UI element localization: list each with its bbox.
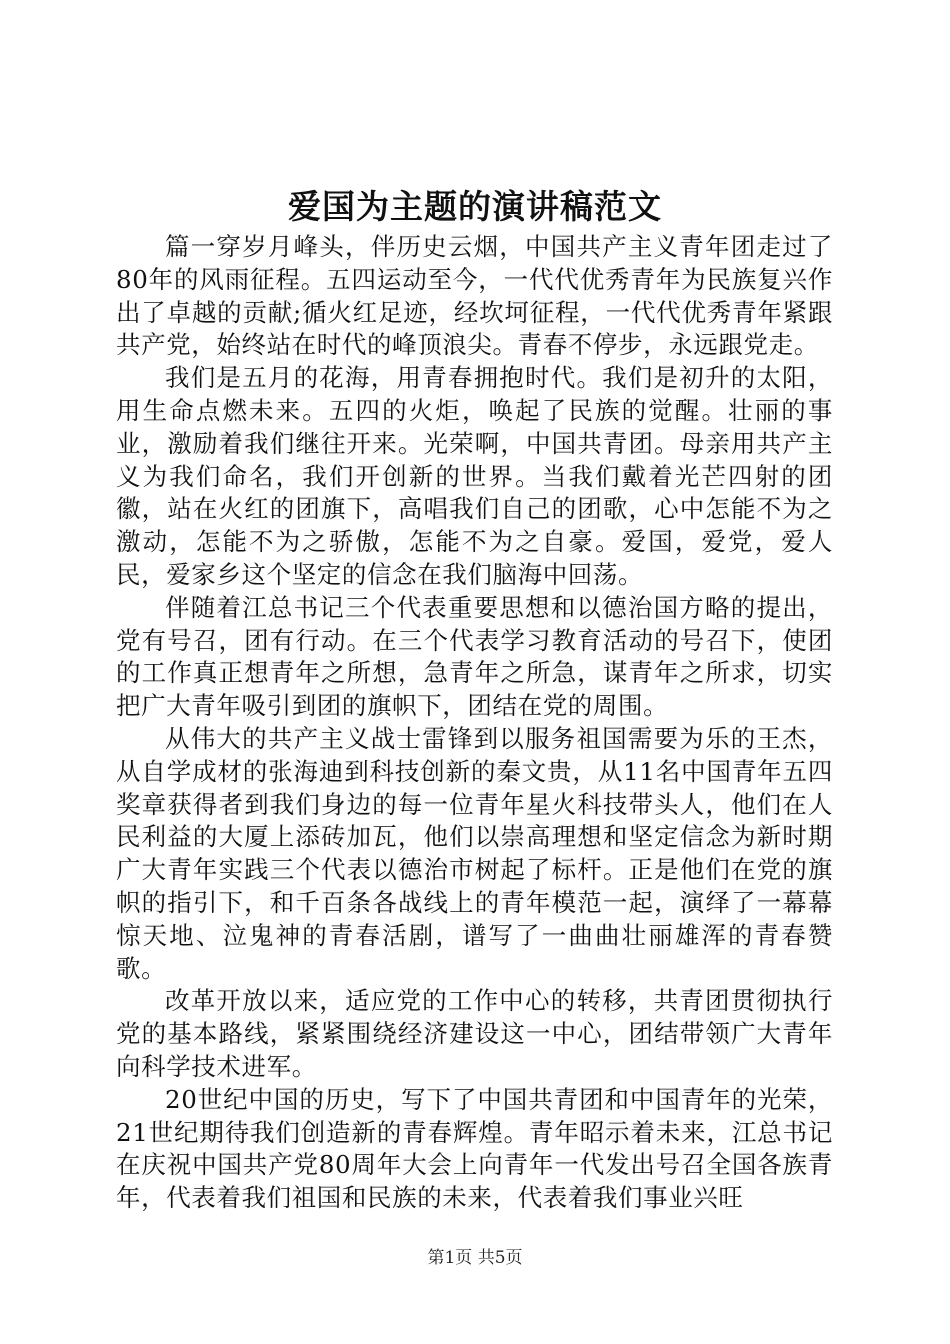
paragraph-5: 改革开放以来，适应党的工作中心的转移，共青团贯彻执行党的基本路线，紧紧围绕经济建设这一中心，团结带领广大青年向科学技术进军。 (116, 986, 833, 1081)
paragraph-4: 从伟大的共产主义战士雷锋到以服务祖国需要为乐的王杰，从自学成材的张海迪到科技创新的秦文贵，从11名中国青年五四奖章获得者到我们身边的每一位青年星火科技带头人，他们在人民利益的大厦上添砖加瓦，他们以崇高理想和坚定信念为新时期广大青年实践三个代表以德治市树起了标杆。正是他们在党的旗帜的指引下，和千百条各战线上的青年模范一起，演绎了一幕幕惊天地、泣鬼神的青春活剧，谱写了一曲曲壮丽雄浑的青春赞歌。 (116, 723, 833, 983)
paragraph-6: 20世纪中国的历史，写下了中国共青团和中国青年的光荣，21世纪期待我们创造新的青春辉煌。青年昭示着未来，江总书记在庆祝中国共产党80周年大会上向青年一代发出号召全国各族青年，代表着我们祖国和民族的未来，代表着我们事业兴旺 (116, 1084, 833, 1213)
document-body (116, 231, 833, 1215)
page-number-footer: 第1页 共5页 (427, 1248, 523, 1268)
document-title: 爱国为主题的演讲稿范文 (288, 187, 662, 226)
paragraph-3: 伴随着江总书记三个代表重要思想和以德治国方略的提出，党有号召，团有行动。在三个代表学习教育活动的号召下，使团的工作真正想青年之所想，急青年之所急，谋青年之所求，切实把广大青年吸引到团的旗帜下，团结在党的周围。 (116, 592, 833, 721)
paragraph-2: 我们是五月的花海，用青春拥抱时代。我们是初升的太阳，用生命点燃未来。五四的火炬，唤起了民族的觉醒。壮丽的事业，激励着我们继往开来。光荣啊，中国共青团。母亲用共产主义为我们命名，我们开创新的世界。当我们戴着光芒四射的团徽，站在火红的团旗下，高唱我们自己的团歌，心中怎能不为之激动，怎能不为之骄傲，怎能不为之自豪。爱国，爱党，爱人民，爱家乡这个坚定的信念在我们脑海中回荡。 (116, 363, 833, 589)
paragraph-1: 篇一穿岁月峰头，伴历史云烟，中国共产主义青年团走过了80年的风雨征程。五四运动至今，一代代优秀青年为民族复兴作出了卓越的贡献;循火红足迹，经坎坷征程，一代代优秀青年紧跟共产党，始终站在时代的峰顶浪尖。青春不停步，永远跟党走。 (116, 232, 833, 360)
